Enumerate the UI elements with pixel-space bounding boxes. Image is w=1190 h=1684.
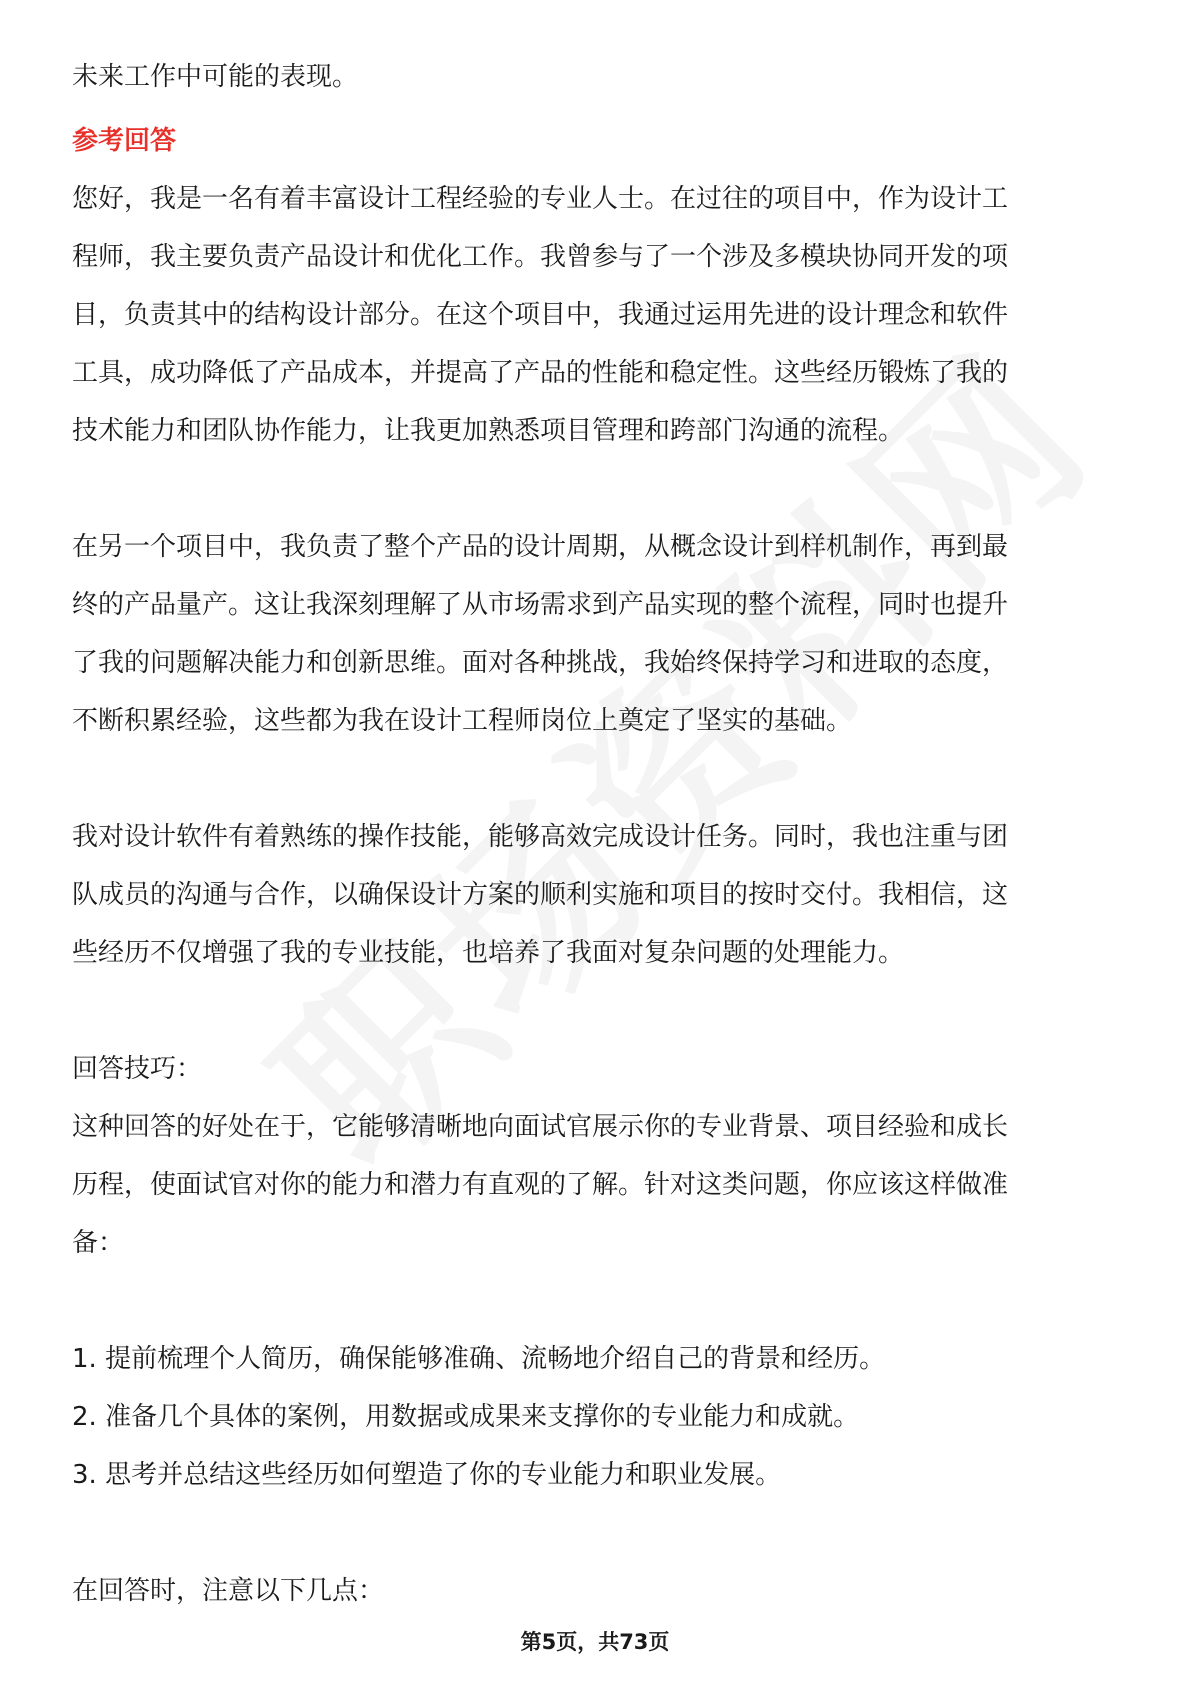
tips-paragraph (72, 1098, 1118, 1272)
page-number-footer: 第5页，共73页 (520, 1630, 670, 1654)
text-line: 这种回答的好处在于，它能够清晰地向面试官展示你的专业背景、项目经验和成长 (72, 1112, 1009, 1142)
text-line: 程师，我主要负责产品设计和优化工作。我曾参与了一个涉及多模块协同开发的项 (72, 242, 1009, 272)
paragraph-spacer (72, 460, 1118, 518)
text-line: 您好，我是一名有着丰富设计工程经验的专业人士。在过往的项目中，作为设计工 (72, 184, 1009, 214)
list-item: 3. 思考并总结这些经历如何塑造了你的专业能力和职业发展。 (72, 1460, 782, 1490)
text-line: 终的产品量产。这让我深刻理解了从市场需求到产品实现的整个流程，同时也提升 (72, 590, 1009, 620)
text-line: 备： (72, 1228, 125, 1258)
paragraph-spacer (72, 1272, 1118, 1330)
answer-heading: 参考回答 (72, 126, 177, 156)
answer-paragraph-1 (72, 170, 1118, 460)
list-item: 1. 提前梳理个人简历，确保能够准确、流畅地介绍自己的背景和经历。 (72, 1344, 886, 1374)
text-line: 工具，成功降低了产品成本，并提高了产品的性能和稳定性。这些经历锻炼了我的 (72, 358, 1009, 388)
answer-paragraph-3 (72, 808, 1118, 982)
text-line: 了我的问题解决能力和创新思维。面对各种挑战，我始终保持学习和进取的态度， (72, 648, 1009, 678)
text-line: 历程，使面试官对你的能力和潜力有直观的了解。针对这类问题，你应该这样做准 (72, 1170, 1009, 1200)
list-item: 2. 准备几个具体的案例，用数据或成果来支撑你的专业能力和成就。 (72, 1402, 860, 1432)
text-line: 技术能力和团队协作能力，让我更加熟悉项目管理和跨部门沟通的流程。 (72, 416, 905, 446)
text-line: 在另一个项目中，我负责了整个产品的设计周期，从概念设计到样机制作，再到最 (72, 532, 1009, 562)
text-line: 队成员的沟通与合作，以确保设计方案的顺利实施和项目的按时交付。我相信，这 (72, 880, 1009, 910)
paragraph-spacer (72, 982, 1118, 1040)
tips-list (72, 1330, 1118, 1504)
text-line: 些经历不仅增强了我的专业技能，也培养了我面对复杂问题的处理能力。 (72, 938, 905, 968)
tips-heading: 回答技巧： (72, 1054, 203, 1084)
paragraph-spacer (72, 1504, 1118, 1562)
text-line: 不断积累经验，这些都为我在设计工程师岗位上奠定了坚实的基础。 (72, 706, 853, 736)
text-line: 目，负责其中的结构设计部分。在这个项目中，我通过运用先进的设计理念和软件 (72, 300, 1009, 330)
text-line: 我对设计软件有着熟练的操作技能，能够高效完成设计任务。同时，我也注重与团 (72, 822, 1009, 852)
answer-paragraph-2 (72, 518, 1118, 750)
paragraph-spacer (72, 750, 1118, 808)
page-content (72, 48, 1118, 1620)
closing-line: 在回答时，注意以下几点： (72, 1576, 385, 1606)
intro-line: 未来工作中可能的表现。 (72, 62, 359, 92)
